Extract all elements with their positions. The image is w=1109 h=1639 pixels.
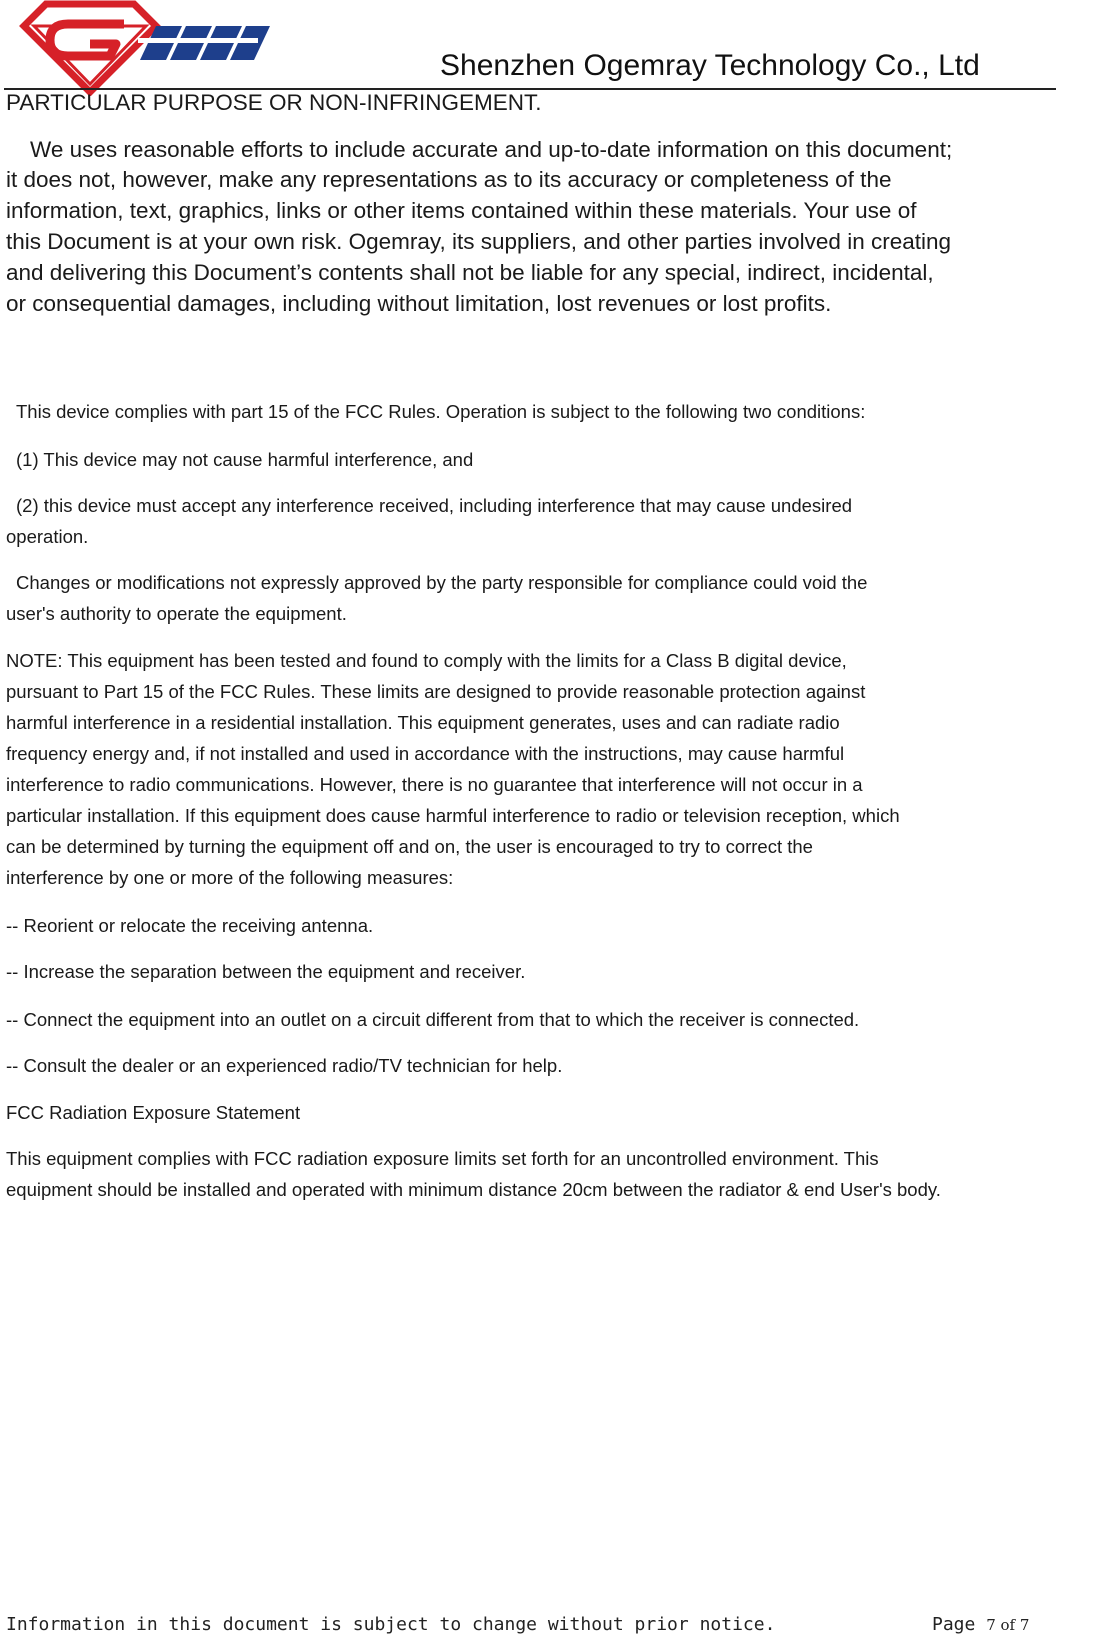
fcc-measure-item: -- Connect the equipment into an outlet on a circuit different from that to which the receiver is connected. [6, 1009, 860, 1030]
fcc-note-line: harmful interference in a residential installation. This equipment generates, uses and can radiate radio [6, 712, 840, 733]
logo-g-mark [50, 24, 124, 56]
fcc-note-line: particular installation. If this equipment does cause harmful interference to radio or television reception, which [6, 805, 900, 826]
fcc-line: user's authority to operate the equipment. [6, 603, 347, 624]
fcc-radiation-line: equipment should be installed and operated with minimum distance 20cm between the radiator & end User's body. [6, 1179, 941, 1200]
fcc-measure-item: -- Increase the separation between the equipment and receiver. [6, 961, 526, 982]
fcc-note-line: interference by one or more of the following measures: [6, 867, 454, 888]
fcc-radiation-heading: FCC Radiation Exposure Statement [6, 1102, 301, 1123]
company-logo [6, 0, 276, 96]
company-name: Shenzhen Ogemray Technology Co., Ltd [440, 49, 980, 82]
disclaimer-line: We uses reasonable efforts to include accurate and up-to-date information on this document; [30, 137, 953, 162]
disclaimer-line: PARTICULAR PURPOSE OR NON-INFRINGEMENT. [6, 90, 542, 115]
fcc-line: (1) This device may not cause harmful interference, and [16, 449, 474, 470]
fcc-radiation-line: This equipment complies with FCC radiation exposure limits set forth for an uncontrolled environment. This [6, 1148, 879, 1169]
fcc-measure-item: -- Reorient or relocate the receiving antenna. [6, 915, 374, 936]
fcc-note-line: NOTE: This equipment has been tested and found to comply with the limits for a Class B digital device, [6, 650, 847, 671]
page-count: 7 of 7 [986, 1616, 1030, 1634]
disclaimer-line: this Document is at your own risk. Ogemray, its suppliers, and other parties involved in creating [6, 229, 951, 254]
disclaimer-line: and delivering this Document’s contents shall not be liable for any special, indirect, incidental, [6, 260, 934, 285]
footer-notice: Information in this document is subject to change without prior notice. [6, 1614, 776, 1635]
disclaimer-line: information, text, graphics, links or other items contained within these materials. Your use of [6, 198, 917, 223]
fcc-note-line: can be determined by turning the equipment off and on, the user is encouraged to try to correct the [6, 836, 813, 857]
fcc-line: operation. [6, 526, 89, 547]
fcc-line: (2) this device must accept any interference received, including interference that may cause undesired [16, 495, 853, 516]
fcc-note-line: interference to radio communications. However, there is no guarantee that interference will not occur in a [6, 774, 863, 795]
fcc-note-line: frequency energy and, if not installed and used in accordance with the instructions, may cause harmful [6, 743, 845, 764]
page-number [932, 1614, 1029, 1635]
page-label: Page [932, 1614, 976, 1635]
logo-stripe [138, 38, 258, 43]
disclaimer-line: it does not, however, make any representations as to its accuracy or completeness of the [6, 167, 892, 192]
fcc-line: Changes or modifications not expressly approved by the party responsible for compliance could void the [16, 572, 868, 593]
disclaimer-line: or consequential damages, including without limitation, lost revenues or lost profits. [6, 291, 832, 316]
fcc-measure-item: -- Consult the dealer or an experienced radio/TV technician for help. [6, 1055, 563, 1076]
fcc-line: This device complies with part 15 of the FCC Rules. Operation is subject to the following two conditions: [16, 401, 866, 422]
fcc-note-line: pursuant to Part 15 of the FCC Rules. These limits are designed to provide reasonable protection against [6, 681, 866, 702]
